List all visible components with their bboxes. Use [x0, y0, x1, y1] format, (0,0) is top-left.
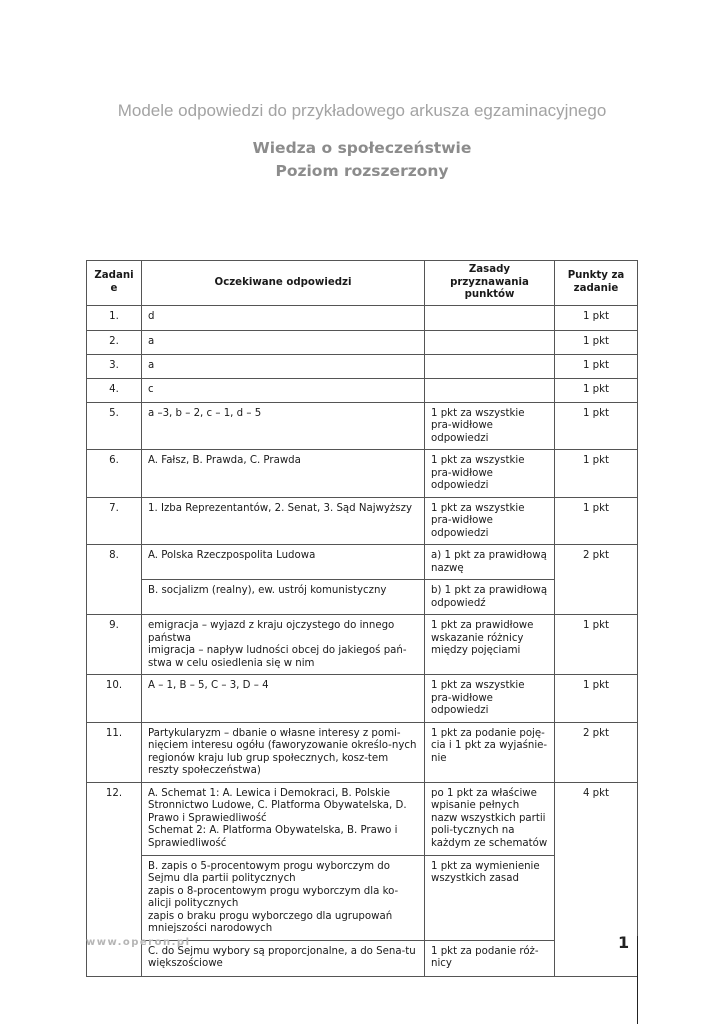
expected-answer: A. Fałsz, B. Prawda, C. Prawda	[142, 450, 425, 498]
task-points: 2 pkt	[555, 545, 638, 615]
task-number: 4.	[87, 378, 142, 402]
expected-answer: a	[142, 330, 425, 354]
document-level: Poziom rozszerzony	[275, 162, 449, 180]
table-header-row	[87, 261, 638, 306]
scoring-rule	[425, 378, 555, 402]
expected-answer: 1. Izba Reprezentantów, 2. Senat, 3. Sąd Najwyższy	[142, 497, 425, 545]
expected-answer: C. do Sejmu wybory są proporcjonalne, a do Sena-tu większościowe	[142, 940, 425, 976]
expected-answer: a	[142, 354, 425, 378]
table-row	[87, 402, 638, 450]
expected-answer: A. Polska Rzeczpospolita Ludowa	[142, 545, 425, 580]
expected-answer: d	[142, 305, 425, 330]
table-row	[87, 305, 638, 330]
table-row	[87, 722, 638, 782]
document-title: Wiedza o społeczeństwie	[252, 139, 472, 157]
header-points: Punkty za zadanie	[555, 261, 638, 306]
table-row	[87, 782, 638, 855]
table-row	[87, 615, 638, 675]
task-number: 9.	[87, 615, 142, 675]
document-subtitle: Modele odpowiedzi do przykładowego arkusza egzaminacyjnego	[117, 101, 607, 120]
header-rules: Zasady przyznawania punktów	[425, 261, 555, 306]
task-number: 5.	[87, 402, 142, 450]
task-number: 1.	[87, 305, 142, 330]
header-task: Zadanie	[87, 261, 142, 306]
table-row	[87, 378, 638, 402]
task-points: 1 pkt	[555, 330, 638, 354]
task-points: 1 pkt	[555, 450, 638, 498]
task-number: 8.	[87, 545, 142, 615]
task-points: 1 pkt	[555, 402, 638, 450]
scoring-rule: 1 pkt za wszystkie pra-widłowe odpowiedzi	[425, 402, 555, 450]
expected-answer: A. Schemat 1: A. Lewica i Demokraci, B. Polskie Stronnictwo Ludowe, C. Platforma Obywatelska, D. Prawo i Sprawiedliwość Schemat 2: A. Platforma Obywatelska, B. Prawo i Sprawiedliwość	[142, 782, 425, 855]
scoring-rule	[425, 330, 555, 354]
task-points: 4 pkt	[555, 782, 638, 976]
table-row	[87, 675, 638, 723]
task-number: 11.	[87, 722, 142, 782]
task-points: 1 pkt	[555, 378, 638, 402]
scoring-rule: b) 1 pkt za prawidłową odpowiedź	[425, 580, 555, 615]
task-points: 1 pkt	[555, 497, 638, 545]
task-points: 2 pkt	[555, 722, 638, 782]
answer-key-table	[86, 260, 638, 977]
scoring-rule: a) 1 pkt za prawidłową nazwę	[425, 545, 555, 580]
expected-answer: A – 1, B – 5, C – 3, D – 4	[142, 675, 425, 723]
table-row	[87, 354, 638, 378]
task-points: 1 pkt	[555, 675, 638, 723]
task-number: 3.	[87, 354, 142, 378]
scoring-rule	[425, 305, 555, 330]
scoring-rule: 1 pkt za wszystkie pra-widłowe odpowiedzi	[425, 675, 555, 723]
task-points: 1 pkt	[555, 615, 638, 675]
scoring-rule: 1 pkt za podanie poję-cia i 1 pkt za wyjaśnie-nie	[425, 722, 555, 782]
table-row	[87, 545, 638, 580]
scoring-rule: 1 pkt za wszystkie pra-widłowe odpowiedzi	[425, 497, 555, 545]
task-points: 1 pkt	[555, 305, 638, 330]
table-row	[87, 330, 638, 354]
scoring-rule: 1 pkt za wymienienie wszystkich zasad	[425, 855, 555, 940]
header-answers: Oczekiwane odpowiedzi	[142, 261, 425, 306]
scoring-rule: po 1 pkt za właściwe wpisanie pełnych nazw wszystkich partii poli-tycznych na każdym ze schematów	[425, 782, 555, 855]
expected-answer: c	[142, 378, 425, 402]
page-divider	[637, 936, 638, 1024]
scoring-rule	[425, 354, 555, 378]
task-number: 12.	[87, 782, 142, 976]
task-number: 7.	[87, 497, 142, 545]
expected-answer: a –3, b – 2, c – 1, d – 5	[142, 402, 425, 450]
task-number: 10.	[87, 675, 142, 723]
scoring-rule: 1 pkt za podanie róż-nicy	[425, 940, 555, 976]
table-row	[87, 497, 638, 545]
page-number: 1	[618, 933, 630, 952]
expected-answer: Partykularyzm – dbanie o własne interesy z pomi-nięciem interesu ogółu (faworyzowanie określo-nych regionów kraju lub grup społecznych, kosz-tem reszty społeczeństwa)	[142, 722, 425, 782]
expected-answer: B. socjalizm (realny), ew. ustrój komunistyczny	[142, 580, 425, 615]
expected-answer: emigracja – wyjazd z kraju ojczystego do innego państwa imigracja – napływ ludności obcej do jakiegoś pań-stwa w celu osiedlenia się w nim	[142, 615, 425, 675]
task-number: 2.	[87, 330, 142, 354]
footer-url: www.operon.pl	[86, 937, 191, 948]
scoring-rule: 1 pkt za prawidłowe wskazanie różnicy między pojęciami	[425, 615, 555, 675]
scoring-rule: 1 pkt za wszystkie pra-widłowe odpowiedzi	[425, 450, 555, 498]
expected-answer: B. zapis o 5-procentowym progu wyborczym do Sejmu dla partii politycznych zapis o 8-procentowym progu wyborczym dla ko-alicji politycznych zapis o braku progu wyborczego dla ugrupowań mniejszości narodowych	[142, 855, 425, 940]
task-number: 6.	[87, 450, 142, 498]
table-row	[87, 450, 638, 498]
task-points: 1 pkt	[555, 354, 638, 378]
